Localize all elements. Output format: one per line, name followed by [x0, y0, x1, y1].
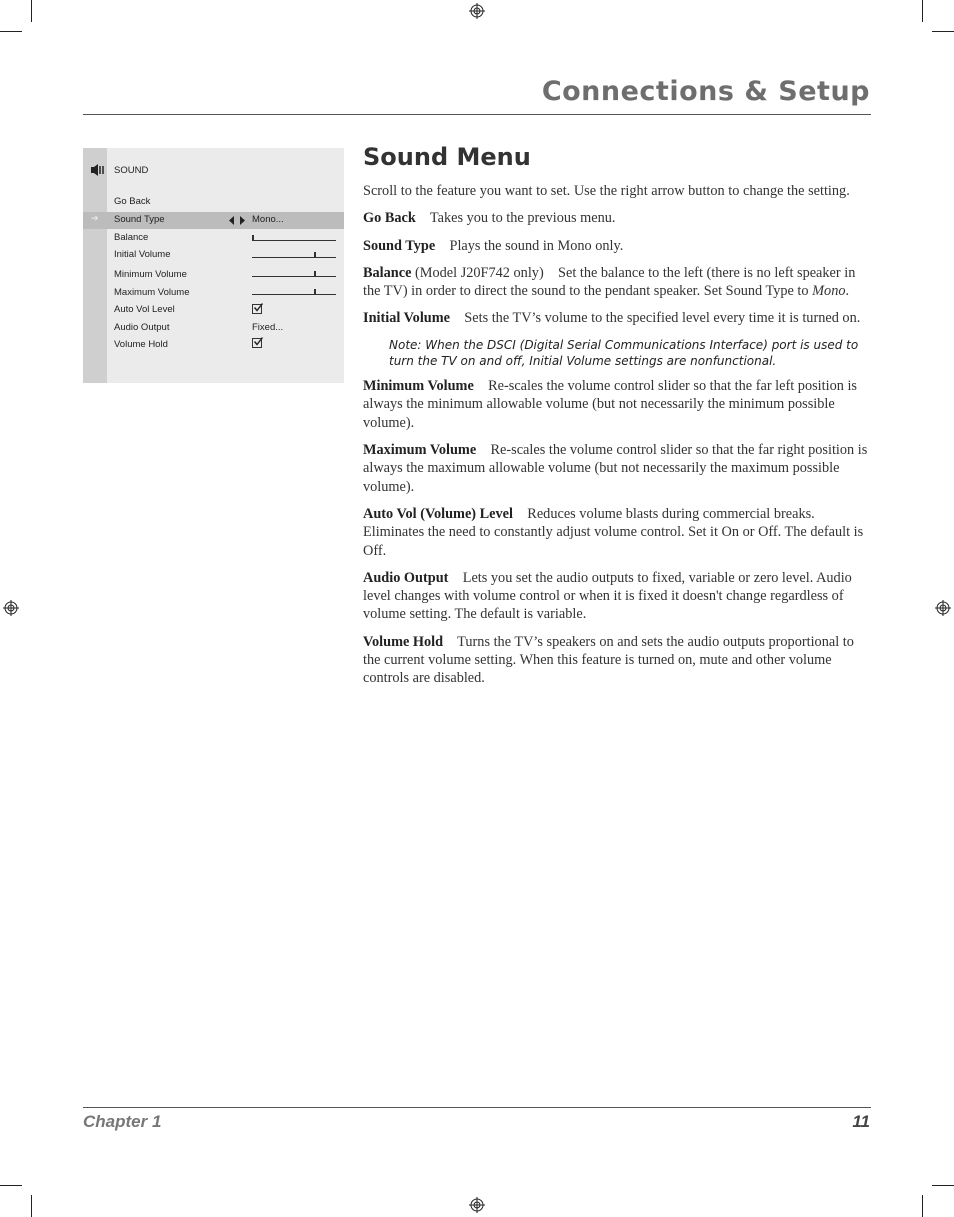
crop-mark	[932, 1185, 954, 1186]
menu-sidebar	[83, 148, 107, 383]
page-title: Sound Menu	[363, 143, 531, 171]
menu-item-audio-output[interactable]: Audio Output	[114, 322, 170, 333]
auto-vol-paragraph	[363, 505, 873, 560]
crop-mark	[0, 1185, 22, 1186]
page-number: 11	[852, 1112, 870, 1131]
menu-value-audio-output: Fixed...	[252, 322, 284, 333]
minimum-volume-paragraph	[363, 377, 873, 432]
arrow-right-icon: ➔	[91, 214, 99, 224]
registration-mark-icon	[3, 600, 19, 616]
term-initial-volume: Initial Volume	[363, 310, 450, 327]
go-back-paragraph	[363, 209, 873, 227]
dsci-note: Note: When the DSCI (Digital Serial Communications Interface) port is used to turn the TV on and off, Initial Volume settings are nonfunctional.	[389, 337, 859, 368]
footer-chapter: Chapter 1	[83, 1112, 162, 1131]
menu-item-sound-type[interactable]: Sound Type	[114, 214, 165, 225]
balance-description: Set the balance to the left (there is no left speaker in the TV) in order to direct the sound to the pendant speaker. Set Sound Type to	[363, 264, 856, 300]
crop-mark	[31, 0, 32, 22]
checkbox-checked-icon	[253, 303, 263, 313]
minimum-volume-description: Re-scales the volume control slider so that the far left position is always the minimum allowable volume (but not necessarily the minimum possible volume).	[363, 378, 857, 431]
page-header-title: Connections & Setup	[541, 76, 870, 107]
footer-rule	[83, 1107, 871, 1108]
balance-slider-marker	[252, 235, 254, 241]
checkbox-checked-icon	[253, 337, 263, 347]
menu-value-sound-type: Mono...	[252, 214, 284, 225]
go-back-description: Takes you to the previous menu.	[429, 210, 616, 227]
term-minimum-volume: Minimum Volume	[363, 378, 474, 395]
initial-volume-slider[interactable]	[252, 257, 336, 258]
crop-mark	[922, 0, 923, 22]
minimum-volume-slider[interactable]	[252, 276, 336, 277]
menu-item-volume-hold[interactable]: Volume Hold	[114, 339, 168, 350]
maximum-volume-slider[interactable]	[252, 294, 336, 295]
menu-item-maximum-volume[interactable]: Maximum Volume	[114, 287, 190, 298]
auto-vol-description: Reduces volume blasts during commercial breaks. Eliminates the need to constantly adjust volume control. Set it On or Off. The default is Off.	[363, 505, 864, 559]
menu-item-initial-volume[interactable]: Initial Volume	[114, 249, 171, 260]
balance-mono-italic: Mono	[812, 283, 846, 300]
volume-hold-paragraph	[363, 633, 873, 688]
crop-mark	[922, 1195, 923, 1217]
volume-hold-description: Turns the TV’s speakers on and sets the audio outputs proportional to the current volume setting. When this feature is turned on, mute and other volume controls are disabled.	[363, 633, 854, 687]
audio-output-paragraph	[363, 569, 873, 624]
term-auto-vol: Auto Vol (Volume) Level	[363, 505, 513, 522]
term-sound-type: Sound Type	[363, 237, 436, 254]
crop-mark	[932, 31, 954, 32]
term-go-back: Go Back	[363, 210, 416, 227]
sound-type-description: Plays the sound in Mono only.	[449, 237, 624, 254]
menu-item-balance[interactable]: Balance	[114, 232, 149, 243]
main-content	[363, 142, 873, 697]
menu-item-go-back[interactable]: Go Back	[114, 196, 151, 207]
menu-item-minimum-volume[interactable]: Minimum Volume	[114, 269, 187, 280]
sound-menu-screenshot	[83, 148, 344, 383]
balance-end: .	[845, 283, 850, 300]
minimum-volume-slider-marker	[314, 271, 316, 277]
term-balance: Balance	[363, 264, 412, 281]
left-right-arrows-icon	[229, 216, 245, 225]
auto-vol-level-checkbox[interactable]	[252, 304, 262, 314]
registration-mark-icon	[935, 600, 951, 616]
crop-mark	[31, 1195, 32, 1217]
initial-volume-slider-marker	[314, 252, 316, 258]
header-rule	[83, 114, 871, 115]
term-maximum-volume: Maximum Volume	[363, 442, 477, 459]
sound-type-paragraph	[363, 237, 873, 255]
registration-mark-icon	[469, 1197, 485, 1213]
term-volume-hold: Volume Hold	[363, 633, 444, 650]
initial-volume-paragraph	[363, 309, 873, 327]
balance-qualifier: (Model J20F742 only)	[415, 264, 544, 281]
audio-output-description: Lets you set the audio outputs to fixed, variable or zero level. Audio level changes with volume control or when it is fixed it doesn't change regardless of volume setting. The default is variable.	[363, 569, 852, 623]
intro-paragraph: Scroll to the feature you want to set. Use the right arrow button to change the setting.	[363, 183, 850, 199]
initial-volume-description: Sets the TV’s volume to the specified level every time it is turned on.	[464, 310, 861, 327]
balance-paragraph	[363, 264, 873, 301]
maximum-volume-description: Re-scales the volume control slider so that the far right position is always the maximum allowable volume (but not necessarily the maximum possible volume).	[363, 442, 868, 495]
crop-mark	[0, 31, 22, 32]
registration-mark-icon	[469, 3, 485, 19]
maximum-volume-paragraph	[363, 441, 873, 496]
menu-item-auto-vol-level[interactable]: Auto Vol Level	[114, 304, 175, 315]
speaker-icon	[90, 163, 106, 177]
menu-heading: SOUND	[114, 165, 149, 176]
term-audio-output: Audio Output	[363, 569, 449, 586]
volume-hold-checkbox[interactable]	[252, 338, 262, 348]
maximum-volume-slider-marker	[314, 289, 316, 295]
balance-slider[interactable]	[252, 240, 336, 241]
